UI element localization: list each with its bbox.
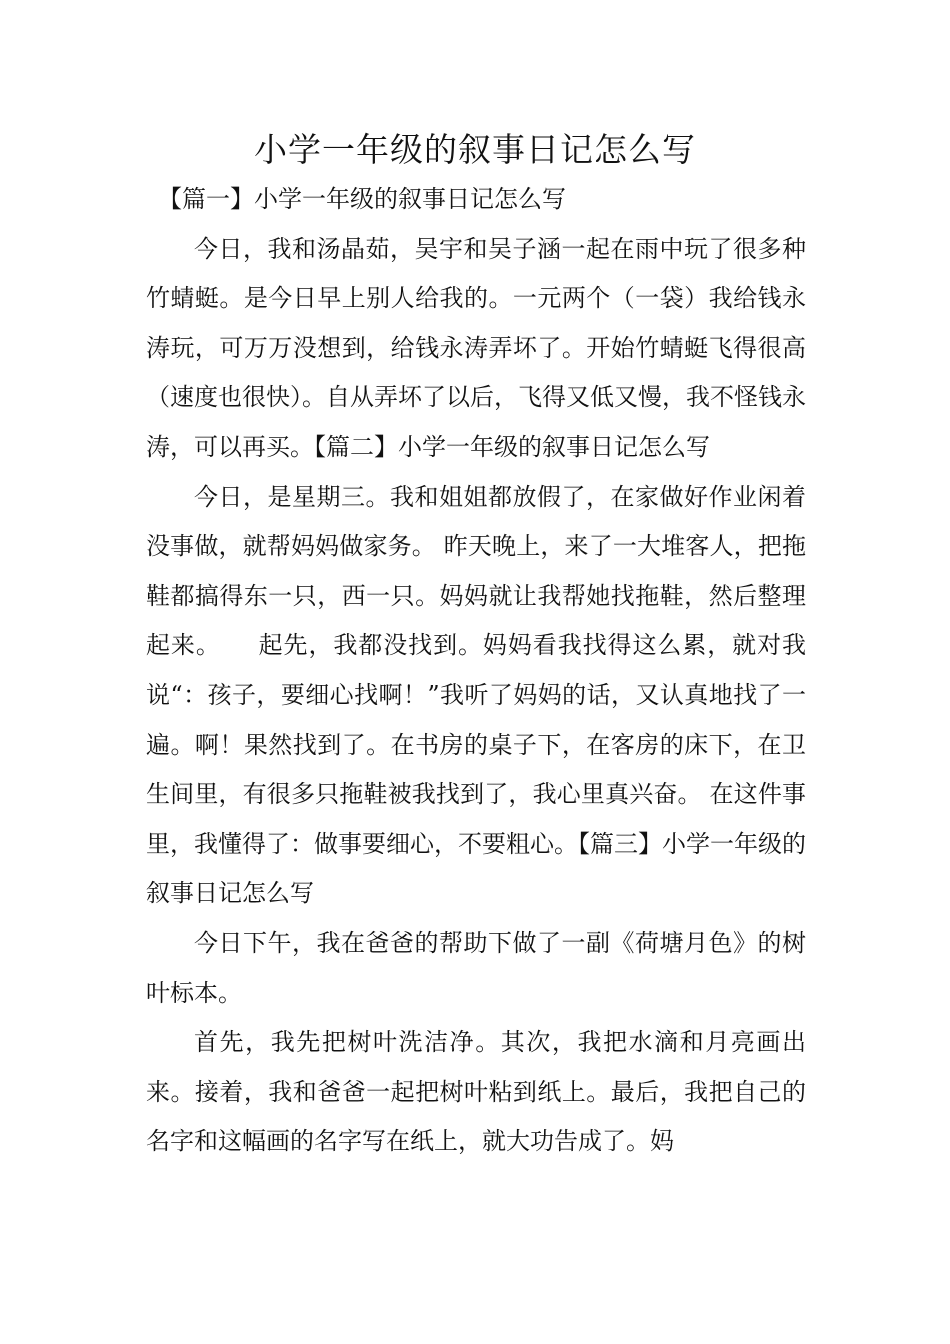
paragraph-4: 首先，我先把树叶洗洁净。其次，我把水滴和月亮画出来。接着，我和爸爸一起把树叶粘到纸上。最后，我把自己的名字和这幅画的名字写在纸上，就大功告成了。妈 bbox=[146, 1028, 806, 1156]
paragraph-1: 今日，我和汤晶茹，吴宇和吴子涵一起在雨中玩了很多种竹蜻蜓。是今日早上别人给我的。一元两个（一袋）我给钱永涛玩，可万万没想到，给钱永涛弄坏了。开始竹蜻蜓飞得很高（速度也很快）。自从弄坏了以后，飞得又低又慢，我不怪钱永涛，可以再买。【篇二】小学一年级的叙事日记怎么写 bbox=[146, 234, 806, 461]
document-title: 小学一年级的叙事日记怎么写 bbox=[254, 130, 696, 169]
document-body bbox=[146, 175, 806, 1167]
paragraph-3: 今日下午，我在爸爸的帮助下做了一副《荷塘月色》的树叶标本。 bbox=[146, 928, 806, 1007]
paragraph-2: 今日，是星期三。我和姐姐都放假了，在家做好作业闲着没事做，就帮妈妈做家务。 昨天晚上，来了一大堆客人，把拖鞋都搞得东一只，西一只。妈妈就让我帮她找拖鞋，然后整理起来。 起先，我都没找到。妈妈看我找得这么累，就对我说“：孩子，要细心找啊！”我听了妈妈的话，又认真地找了一遍。啊！果然找到了。在书房的桌子下，在客房的床下，在卫生间里，有很多只拖鞋被我找到了，我心里真兴奋。 在这件事里，我懂得了：做事要细心，不要粗心。【篇三】小学一年级的叙事日记怎么写 bbox=[146, 482, 806, 908]
section-heading-1: 【篇一】小学一年级的叙事日记怎么写 bbox=[158, 185, 566, 213]
